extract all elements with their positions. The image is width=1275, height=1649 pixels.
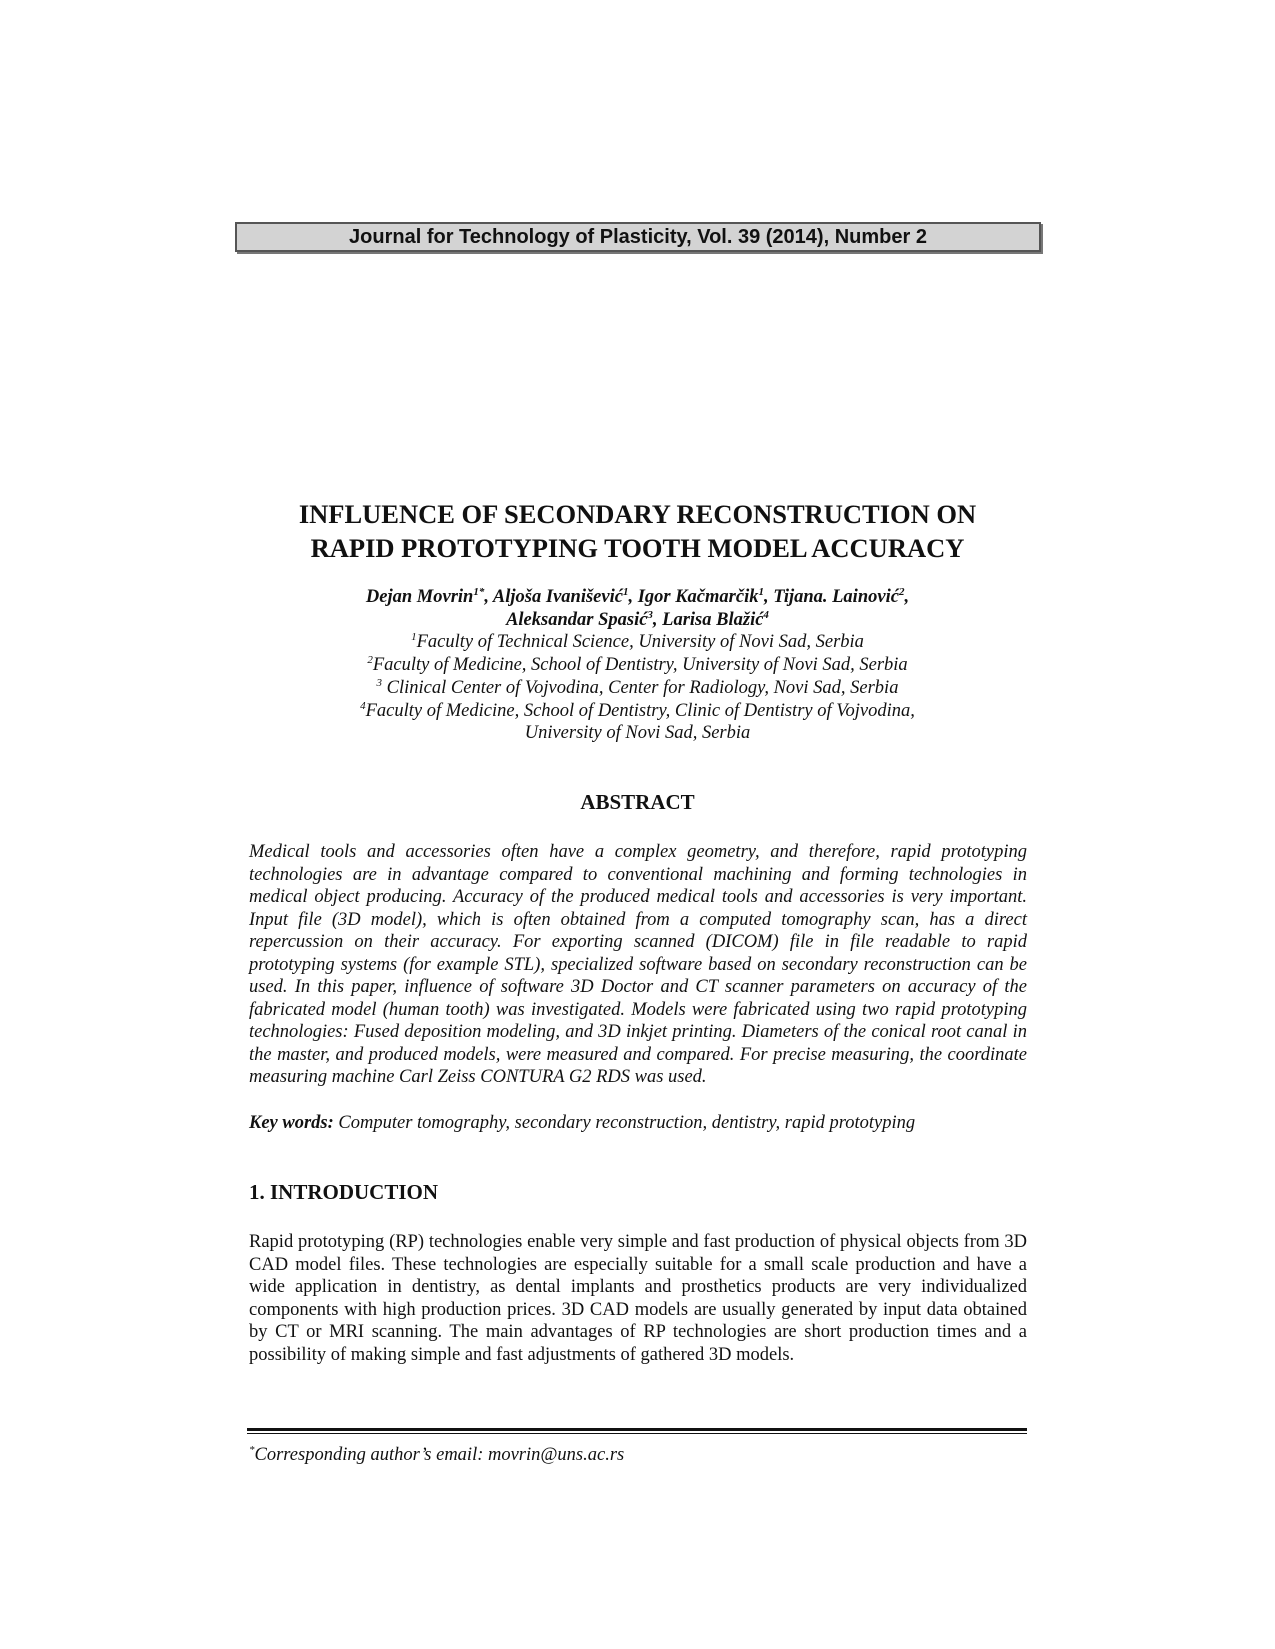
author-name: Aljoša Ivanišević xyxy=(492,587,623,607)
affiliation-text: Clinical Center of Vojvodina, Center for Radiology, Novi Sad, Serbia xyxy=(382,677,899,698)
keywords xyxy=(249,1112,1027,1135)
author-sup: 1* xyxy=(473,585,485,598)
author-block xyxy=(0,586,1275,745)
section-heading-introduction: 1. INTRODUCTION xyxy=(249,1180,439,1204)
journal-banner: Journal for Technology of Plasticity, Vol. 39 (2014), Number 2 xyxy=(235,222,1041,252)
author-name: Dejan Movrin xyxy=(365,587,474,607)
affiliation-text: Faculty of Medicine, School of Dentistry, Clinic of Dentistry of Vojvodina, xyxy=(365,700,915,721)
paper-title xyxy=(0,497,1275,565)
affiliation-4 xyxy=(0,700,1275,745)
affiliation-text-continued: University of Novi Sad, Serbia xyxy=(524,723,751,744)
affiliation-sup: 3 xyxy=(376,676,383,689)
affiliation-sup: 4 xyxy=(360,699,366,712)
title-line-1: INFLUENCE OF SECONDARY RECONSTRUCTION ON xyxy=(298,499,977,529)
footnote xyxy=(249,1439,624,1466)
affiliation-text: Faculty of Medicine, School of Dentistry, University of Novi Sad, Serbia xyxy=(372,655,908,676)
title-line-2: RAPID PROTOTYPING TOOTH MODEL ACCURACY xyxy=(310,533,965,563)
author-names: Dejan Movrin$^{1*}$, Aljoša Ivanišević$^1$, Igor Kačmarčik$^1$, Tijana. Lainović$^2$, Aleksandar Spasić$^3$, Larisa Blažić$^4$ xyxy=(365,585,910,630)
author-sup: 3 xyxy=(647,608,653,621)
author-name: Larisa Blažić xyxy=(662,609,764,630)
author-name: Aleksandar Spasić xyxy=(506,609,648,630)
author-sup: 1 xyxy=(622,585,629,598)
keywords-list: Computer tomography, secondary reconstruction, dentistry, rapid prototyping xyxy=(333,1113,916,1133)
affiliation-text: Faculty of Technical Science, University of Novi Sad, Serbia xyxy=(416,632,864,653)
abstract-heading: ABSTRACT xyxy=(580,790,695,814)
author-sup: 1 xyxy=(758,585,764,598)
footnote-text: Corresponding author’s email: movrin@uns.ac.rs xyxy=(254,1445,625,1466)
affiliation-3 xyxy=(0,677,1275,700)
author-sup: 2 xyxy=(898,585,905,598)
affiliation-sup: 1 xyxy=(411,631,417,644)
affiliation-1 xyxy=(0,631,1275,654)
abstract-text: Medical tools and accessories often have a complex geometry, and therefore, rapid prototyping technologies are in advantage compared to conventional machining and forming technologies in medical object producing. Accuracy of the produced medical tools and accessories is very important. Input file (3D model), which is often obtained from a computed tomography scan, has a direct repercussion on their accuracy. For exporting scanned (DICOM) file in file readable to rapid prototyping systems (for example STL), specialized software based on secondary reconstruction can be used. In this paper, influence of software 3D Doctor and CT scanner parameters on accuracy of the fabricated model (human tooth) was investigated. Models were fabricated using two rapid prototyping technologies: Fused deposition modeling, and 3D inkjet printing. Diameters of the conical root canal in the master, and produced models, were measured and compared. For precise measuring, the coordinate measuring machine Carl Zeiss CONTURA G2 RDS was used. xyxy=(249,842,1027,1087)
author-sup: 4 xyxy=(763,608,769,621)
introduction-paragraph: Rapid prototyping (RP) technologies enable very simple and fast production of physical objects from 3D CAD model files. These technologies are especially suitable for a small scale production and have a wide application in dentistry, as dental implants and prosthetics products are very individualized components with high production prices. 3D CAD models are usually generated by input data obtained by CT or MRI scanning. The main advantages of RP technologies are short production times and a possibility of making simple and fast adjustments of gathered 3D models. xyxy=(249,1232,1027,1365)
author-name: Igor Kačmarčik xyxy=(637,587,759,607)
affiliation-sup: 2 xyxy=(367,653,373,666)
footnote-divider xyxy=(247,1428,1027,1434)
affiliation-2 xyxy=(0,654,1275,677)
keywords-label: Key words: xyxy=(249,1113,334,1133)
footnote-marker: * xyxy=(249,1444,255,1456)
author-name: Tijana. Lainović xyxy=(773,587,899,607)
